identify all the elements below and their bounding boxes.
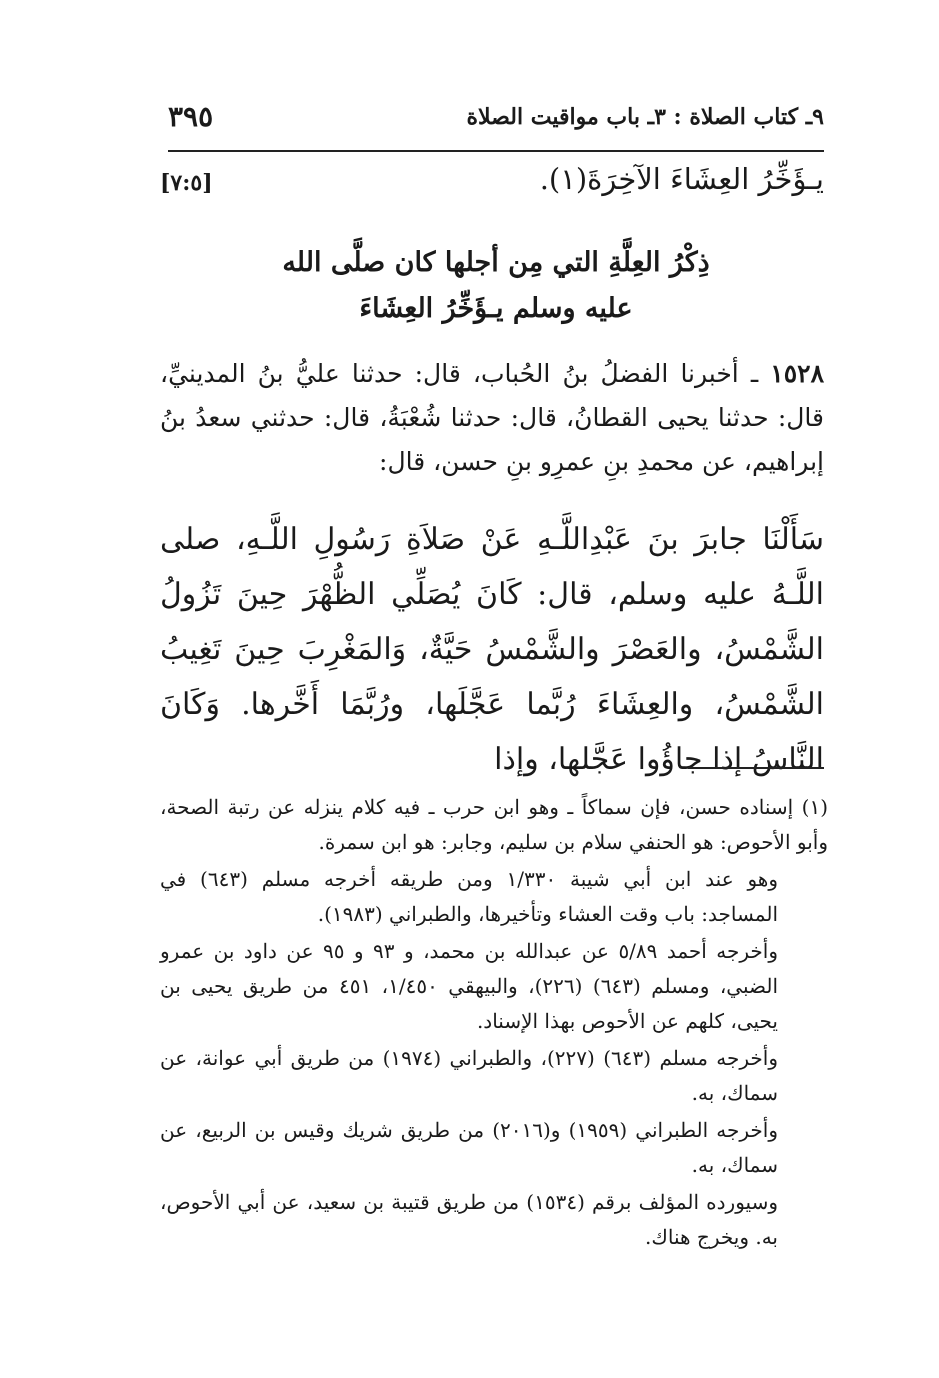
chapter-heading-line-1: ذِكْرُ العِلَّةِ التي مِن أجلها كان صلَّى الله	[282, 247, 710, 278]
footnote-paragraph: وسيورده المؤلف برقم (١٥٣٤) من طريق قتيبة بن سعيد، عن أبي الأحوص، به. ويخرج هناك.	[160, 1190, 779, 1249]
hadith-isnad	[160, 352, 824, 484]
footnote-text: إسناده حسن، فإن سماكاً ـ وهو ابن حرب ـ فيه كلام ينزله عن رتبة الصحة، وأبو الأحوص: هو الحنفي سلام بن سليم، وجابر: هو ابن سمرة.	[160, 795, 828, 854]
previous-hadith-ending	[160, 162, 824, 212]
hadith-number: ١٥٢٨	[770, 359, 824, 388]
footnote-paragraph: وأخرجه أحمد ٥/٨٩ عن عبدالله بن محمد، و ٩٣ و ٩٥ عن داود بن عمرو الضبي، ومسلم (٦٤٣) (٢٢٦)، والبيهقي ١/٤٥٠، ٤٥١ من طريق يحيى بن يحيى، كلهم عن الأحوص بهذا الإسناد.	[160, 939, 778, 1033]
footnote-paragraph: وأخرجه الطبراني (١٩٥٩) و(٢٠١٦) من طريق شريك وقيس بن الربيع، عن سماك، به.	[160, 1118, 779, 1177]
running-title: ٩ـ كتاب الصلاة : ٣ـ باب مواقيت الصلاة	[466, 104, 824, 130]
hadith-matn: سَأَلْنَا جابرَ بنَ عَبْدِاللَّـهِ عَنْ صَلاَةِ رَسُولِ اللَّـهِ، صلى اللَّـهُ عليه وسلم، قال: كَانَ يُصَلِّي الظُّهْرَ حِينَ تَزُولُ الشَّمْسُ، والعَصْرَ والشَّمْسُ حَيَّةٌ، وَالمَغْرِبَ حِينَ تَغِيبُ الشَّمْسُ، والعِشَاءَ رُبَّما عَجَّلَها، ورُبَّمَا أَخَّرها. وَكَانَ النَّاسُ إذا جاؤُوا عَجَّلها، وإذا	[160, 522, 824, 777]
header-divider	[168, 150, 824, 152]
chapter-heading-line-2: عليه وسلم يـؤَخِّرُ العِشَاءَ	[359, 293, 633, 324]
chapter-heading	[168, 240, 824, 332]
footnote-marker: (١)	[801, 795, 829, 819]
footnotes	[160, 790, 828, 1257]
reference-marker: [٧:٥]	[160, 170, 213, 196]
isnad-text: ـ أخبرنا الفضلُ بنُ الحُباب، قال: حدثنا عليُّ بنُ المدينيِّ، قال: حدثنا يحيى القطانُ، قال: حدثنا شُعْبَةُ، قال: حدثني سعدُ بنُ إبراهيم، عن محمدِ بنِ عمرِو بنِ حسن، قال:	[160, 359, 824, 476]
footnote-paragraph: وأخرجه مسلم (٦٤٣) (٢٢٧)، والطبراني (١٩٧٤) من طريق أبي عوانة، عن سماك، به.	[160, 1046, 779, 1105]
previous-hadith-text: يـؤَخِّرُ العِشَاءَ الآخِرَةَ(١).	[539, 162, 824, 196]
page-number: ٣٩٥	[168, 100, 214, 133]
page-header	[168, 100, 824, 140]
footnote-divider	[688, 767, 824, 769]
footnote-1	[160, 790, 828, 860]
footnote-paragraph: وهو عند ابن أبي شيبة ١/٣٣٠ ومن طريقه أخرجه مسلم (٦٤٣) في المساجد: باب وقت العشاء وتأخيرها، والطبراني (١٩٨٣).	[160, 867, 779, 926]
